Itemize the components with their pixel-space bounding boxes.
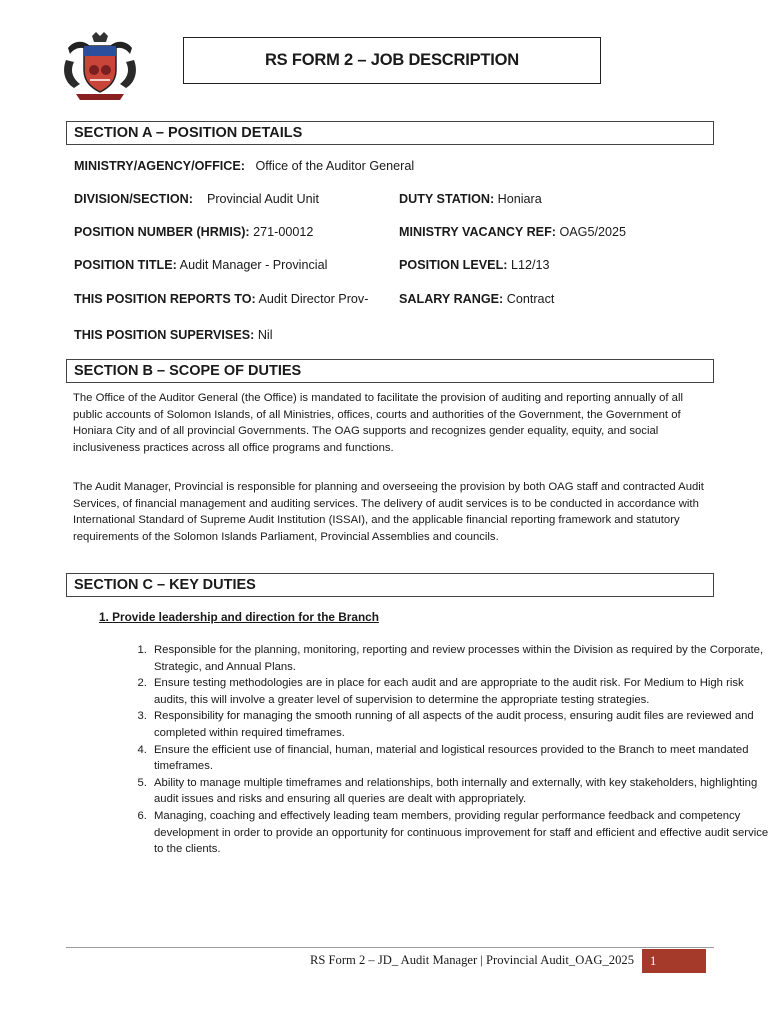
reports-to-field [74,292,368,306]
supervises-value: Nil [257,328,273,342]
scope-paragraph-1: The Office of the Auditor General (the Office) is mandated to facilitate the provision of auditing and reporting annually of all public accounts of Solomon Islands, of all Ministries, offices, courts and authorities of the Government, the Government of Honiara City and of all provincial Governments. The OAG supports and recognizes gender equality, equity, and social inclusiveness practices across all office programs and functions. [73,392,683,454]
supervises-field [74,328,273,342]
list-item: 6. Managing, coaching and effectively leading team members, providing regular performance feedback and competency development in order to provide an opportunity for continuous improvement for staff and efficient and effective audit service to the clients. [150,808,770,858]
vacancy-ref-field [399,225,626,239]
coat-of-arms-icon [60,30,140,102]
key-duties-list [110,642,770,858]
duties-subheading: 1. Provide leadership and direction for the Branch [99,610,379,624]
footer-divider [66,947,714,948]
position-level-field [399,258,550,272]
ministry-label: MINISTRY/AGENCY/OFFICE: [74,159,245,173]
ministry-field [74,159,414,173]
scope-paragraph-2: The Audit Manager, Provincial is responsible for planning and overseeing the provision by both OAG staff and contracted Audit Services, of financial management and auditing services. The delivery of audit services is to be conducted in accordance with International Standard of Supreme Audit Institution (ISSAI), and the applicable financial reporting framework and statutory requirements of the Solomon Islands Parliament, Provincial Assemblies and councils. [73,481,704,543]
section-a-heading: SECTION A – POSITION DETAILS [66,121,714,145]
reports-to-label: THIS POSITION REPORTS TO: [74,292,256,306]
position-number-value: 271-00012 [253,225,314,239]
footer-text: RS Form 2 – JD_ Audit Manager | Provincial Audit_OAG_2025 [309,953,634,967]
position-level-label: POSITION LEVEL: [399,258,508,272]
salary-label: SALARY RANGE: [399,292,504,306]
position-number-field [74,225,313,239]
list-item: 1. Responsible for the planning, monitoring, reporting and review processes within the Division as required by the Corporate, Strategic, and Annual Plans. [150,642,770,675]
list-item: 3. Responsibility for managing the smooth running of all aspects of the audit process, ensuring audit files are reviewed and completed within required timeframes. [150,708,770,741]
page-number: 1 [650,953,657,968]
form-title-box [183,37,601,84]
division-field [74,192,319,206]
salary-field [399,292,554,306]
form-title: RS FORM 2 – JOB DESCRIPTION [264,51,520,69]
vacancy-ref-label: MINISTRY VACANCY REF: [399,225,556,239]
page-number-badge [642,949,706,973]
vacancy-ref-value: OAG5/2025 [559,225,626,239]
supervises-label: THIS POSITION SUPERVISES: [74,328,255,342]
salary-value: Contract [506,292,555,306]
section-b-heading: SECTION B – SCOPE OF DUTIES [66,359,714,383]
duty-station-field [399,192,542,206]
division-value: Provincial Audit Unit [206,192,319,206]
list-item: 5. Ability to manage multiple timeframes and relationships, both internally and externally, with key stakeholders, highlighting audit issues and risks and ensuring all queries are dealt with appropriately. [150,775,770,808]
ministry-value: Office of the Auditor General [255,159,415,173]
position-title-field [74,258,327,272]
reports-to-value: Audit Director Prov- [258,292,369,306]
division-label: DIVISION/SECTION: [74,192,193,206]
duty-station-label: DUTY STATION: [399,192,495,206]
list-item: 4. Ensure the efficient use of financial, human, material and logistical resources provided to the Branch to meet mandated timeframes. [150,742,770,775]
position-title-label: POSITION TITLE: [74,258,177,272]
list-item: 2. Ensure testing methodologies are in place for each audit and are appropriate to the audit risk. For Medium to High risk audits, this will involve a greater level of supervision to determine the appropriate testing strategies. [150,675,770,708]
position-number-label: POSITION NUMBER (HRMIS): [74,225,250,239]
position-level-value: L12/13 [510,258,550,272]
section-c-heading: SECTION C – KEY DUTIES [66,573,714,597]
position-title-value: Audit Manager - Provincial [179,258,328,272]
duty-station-value: Honiara [497,192,542,206]
